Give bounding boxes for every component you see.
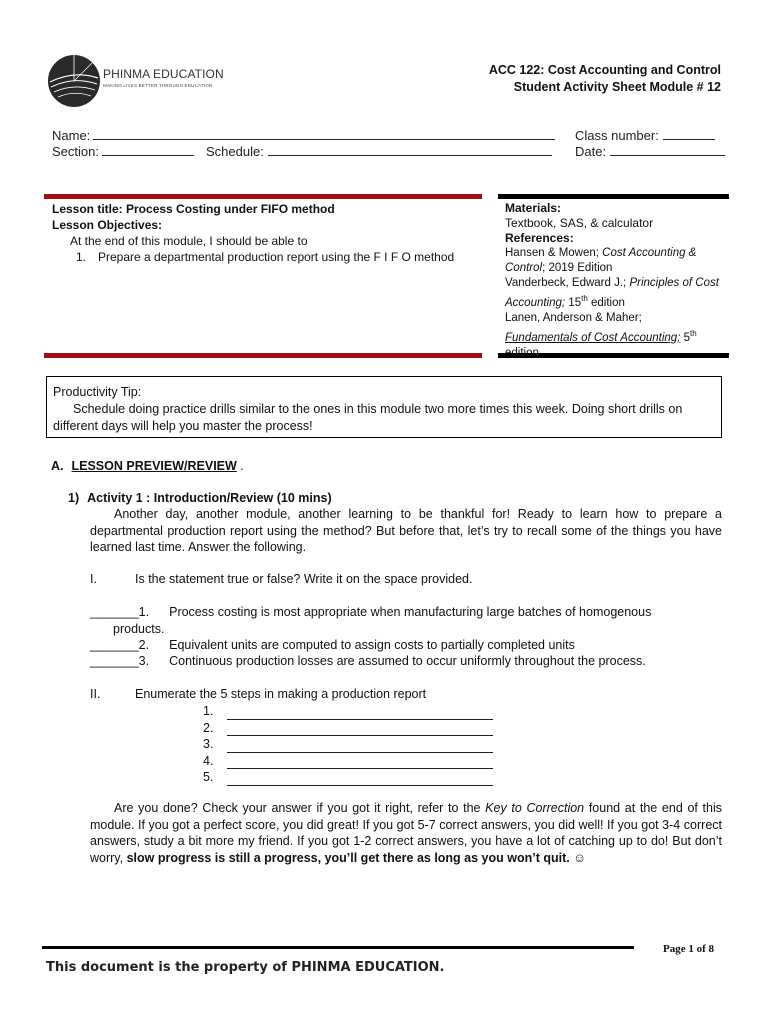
- section-field[interactable]: [52, 144, 194, 159]
- footer-property: This document is the property of PHINMA EDUCATION.: [46, 960, 445, 975]
- tf-item-1: _______1. Process costing is most appropriate when manufacturing large batches of homogenous: [90, 605, 652, 619]
- closing-paragraph: Are you done? Check your answer if you got it right, refer to the Key to Correction found at the end of this module. If you got a perfect score, you did great! If you got 5-7 correct answers, you did well! If you got 3-4 correct answers, study a bit more my friend. If you got 1-2 correct answers, you have a lot of catching up to do! But don’t worry, slow progress is still a progress, you’ll get there as long as you won’t quit. ☺: [90, 801, 722, 865]
- objective-text: Prepare a departmental production report using the F I F O method: [98, 250, 455, 264]
- materials-top-bar: [498, 194, 729, 199]
- schedule-field[interactable]: [206, 144, 552, 159]
- tf-item-2: _______2. Equivalent units are computed to assign costs to partially completed units: [90, 638, 575, 652]
- step-item-2: 2.: [203, 720, 493, 737]
- logo-name: PHINMA EDUCATION: [103, 67, 224, 81]
- tf-blank-3[interactable]: _______: [90, 654, 139, 668]
- lesson-block: [52, 201, 482, 265]
- course-title: ACC 122: Cost Accounting and Control: [488, 63, 721, 77]
- lesson-top-bar: [44, 194, 482, 199]
- materials-label: Materials:: [505, 201, 562, 215]
- section-line[interactable]: [102, 145, 194, 156]
- part1-text: Is the statement true or false? Write it on the space provided.: [135, 572, 473, 586]
- class-number-label: Class number:: [575, 128, 659, 143]
- reference-1: Hansen & Mowen; Cost Accounting & Control; 2019 Edition: [505, 247, 697, 274]
- smiley-icon: ☺: [569, 850, 586, 865]
- class-number-field[interactable]: [575, 128, 715, 143]
- name-line[interactable]: [93, 129, 555, 140]
- tf-item-3: _______3. Continuous production losses are assumed to occur uniformly throughout the process.: [90, 654, 646, 668]
- lesson-bottom-bar: [44, 353, 482, 358]
- name-field[interactable]: [52, 128, 555, 143]
- lesson-title: Lesson title: Process Costing under FIFO method: [52, 202, 335, 216]
- references-label: References:: [505, 231, 574, 245]
- course-header: [489, 62, 721, 96]
- objective-item: [52, 249, 482, 265]
- section-label: Section:: [52, 144, 99, 159]
- page-number: Page 1 of 8: [663, 943, 715, 955]
- reference-3: Lanen, Anderson & Maher; Fundamentals of Cost Accounting; 5th edition: [505, 311, 697, 359]
- tip-text: Schedule doing practice drills similar to the ones in this module two more times this week. Doing short drills on different days will help you master the process!: [53, 402, 683, 433]
- class-number-line[interactable]: [663, 129, 715, 140]
- step-item-5: 5.: [203, 769, 493, 786]
- materials-text: Textbook, SAS, & calculator: [505, 216, 654, 230]
- schedule-line[interactable]: [268, 145, 552, 156]
- activity-intro: Another day, another module, another learning to be thankful for! Ready to learn how to prepare a departmental production report using the method? But before that, let’s try to recall some of the things you have learned last time. Answer the following.: [90, 507, 722, 554]
- steps-list: [203, 703, 493, 786]
- step-item-1: 1.: [203, 703, 493, 720]
- phinma-logo: [47, 52, 222, 110]
- schedule-label: Schedule:: [206, 144, 264, 159]
- tf-blank-2[interactable]: _______: [90, 638, 139, 652]
- part2-num: II.: [90, 687, 101, 701]
- objectives-intro: At the end of this module, I should be able to: [70, 234, 308, 248]
- sheet-title: Student Activity Sheet Module # 12: [513, 80, 721, 94]
- tf-item-1-cont: products.: [113, 622, 165, 636]
- phinma-globe-icon: [47, 52, 101, 110]
- tip-label: Productivity Tip:: [53, 385, 142, 399]
- part1-num: I.: [90, 572, 97, 586]
- tf-blank-1[interactable]: _______: [90, 605, 139, 619]
- name-label: Name:: [52, 128, 91, 143]
- step-item-4: 4.: [203, 753, 493, 770]
- section-a-heading: A. LESSON PREVIEW/REVIEW .: [51, 459, 244, 473]
- objectives-label: Lesson Objectives:: [52, 218, 163, 232]
- date-label: Date:: [575, 144, 607, 159]
- date-field[interactable]: [575, 144, 725, 159]
- objective-num: 1.: [76, 250, 87, 264]
- logo-tagline: MAKING LIVES BETTER THROUGH EDUCATION: [103, 83, 213, 88]
- activity-title: 1) Activity 1 : Introduction/Review (10 mins): [68, 491, 332, 505]
- step-item-3: 3.: [203, 736, 493, 753]
- materials-block: [505, 201, 730, 361]
- part2-text: Enumerate the 5 steps in making a production report: [135, 687, 427, 701]
- date-line[interactable]: [610, 145, 725, 156]
- footer-divider: [42, 946, 634, 949]
- reference-2: Vanderbeck, Edward J.; Principles of Cost Accounting; 15th edition: [505, 277, 719, 309]
- productivity-tip-box: [46, 376, 722, 438]
